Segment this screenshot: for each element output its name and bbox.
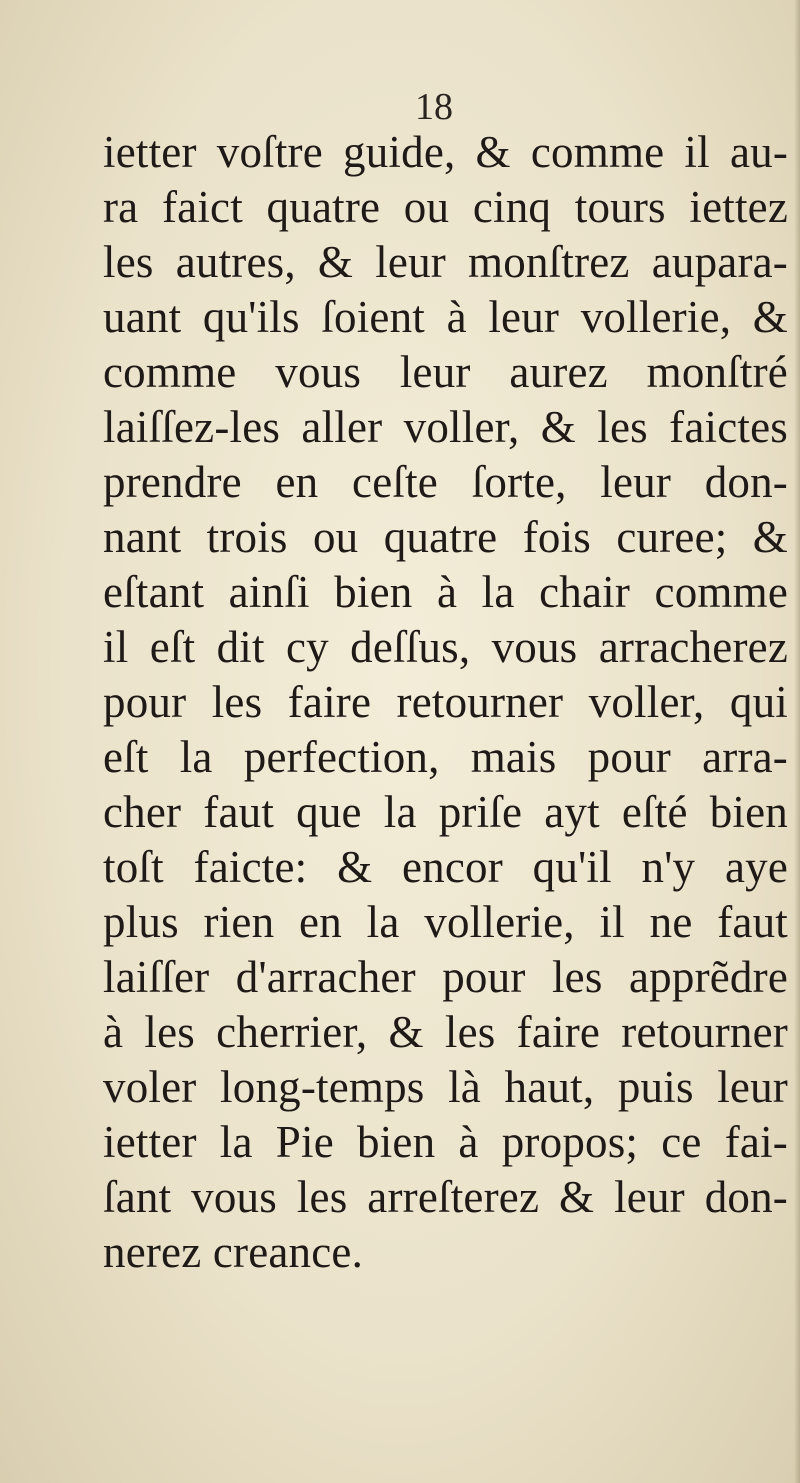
text-line: eſtant ainſi bien à la chair comme <box>103 567 788 617</box>
text-line: prendre en ceſte ſorte, leur don- <box>103 457 788 507</box>
text-line: ietter voſtre guide, & comme il au- <box>103 127 788 177</box>
text-line: nant trois ou quatre fois curee; & <box>103 512 788 562</box>
text-line: laiſſez-les aller voller, & les faictes <box>103 402 788 452</box>
text-line: il eſt dit cy deſſus, vous arracherez <box>103 622 788 672</box>
text-line: cher faut que la priſe ayt eſté bien <box>103 787 788 837</box>
text-line: laiſſer d'arracher pour les apprẽdre <box>103 952 788 1002</box>
text-line: uant qu'ils ſoient à leur vollerie, & <box>103 292 788 342</box>
text-line: plus rien en la vollerie, il ne faut <box>103 897 788 947</box>
text-line: toſt faicte: & encor qu'il n'y aye <box>103 842 788 892</box>
text-line: pour les faire retourner voller, qui <box>103 677 788 727</box>
page-number: 18 <box>415 86 453 128</box>
text-line: ſant vous les arreſterez & leur don- <box>103 1172 788 1222</box>
text-line: eſt la perfection, mais pour arra- <box>103 732 788 782</box>
text-line: à les cherrier, & les faire retourner <box>103 1007 788 1057</box>
body-text <box>103 125 793 1280</box>
page-edge <box>794 0 800 1483</box>
text-line: ietter la Pie bien à propos; ce fai- <box>103 1117 788 1167</box>
text-line: les autres, & leur monſtrez aupara- <box>103 237 788 287</box>
text-line: nerez creance. <box>103 1227 364 1277</box>
text-line: voler long-temps là haut, puis leur <box>103 1062 788 1112</box>
text-line: ra faict quatre ou cinq tours iettez <box>103 182 788 232</box>
text-line: comme vous leur aurez monſtré <box>103 347 788 397</box>
